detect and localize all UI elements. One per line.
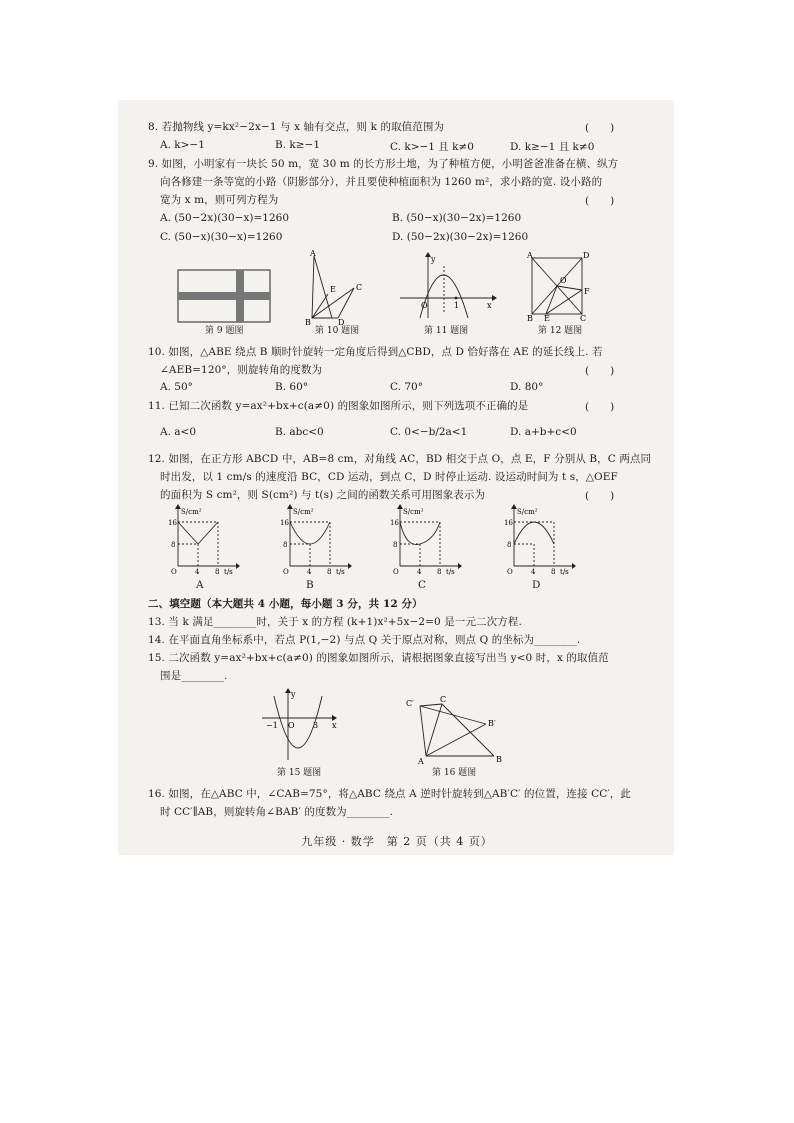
q9-line-2: 向各修建一条等宽的小路（阴影部分），并且要使种植面积为 1260 m²，求小路的宽. 设小路的 [160, 176, 603, 188]
q12a-tick-16: 16 [168, 519, 177, 527]
q12b-tick-8x: 8 [327, 568, 332, 576]
fig16-label-b-prime: B′ [488, 719, 496, 728]
q12b-tick-4: 4 [307, 568, 312, 576]
q8-option-d: D. k≥−1 且 k≠0 [510, 141, 595, 153]
figure-10-triangles [302, 248, 374, 326]
q16-line-2: 时 CC′∥AB，则旋转角∠BAB′ 的度数为________. [160, 806, 394, 818]
q9-option-c: C. (50−x)(30−x)=1260 [160, 231, 283, 243]
figure-16-caption: 第 16 题图 [432, 768, 477, 778]
fig10-label-a: A [310, 249, 316, 258]
q12-option-d: D [532, 579, 541, 591]
q12d-tick-8: 8 [507, 541, 512, 549]
q12c-ylabel: S/cm² [403, 508, 424, 516]
q12b-tick-16: 16 [280, 519, 289, 527]
q15-line-1: 15. 二次函数 y=ax²+bx+c(a≠0) 的图象如图所示，请根据图象直接写出当 y<0 时，x 的取值范 [148, 652, 609, 664]
q12c-origin: O [393, 568, 399, 576]
q12d-tick-8x: 8 [551, 568, 556, 576]
q12-graph-b [276, 504, 352, 576]
page-footer: 九年级 · 数学 第 2 页（共 4 页） [301, 835, 493, 848]
q12-line-3: 的面积为 S cm²，则 S(cm²) 与 t(s) 之间的函数关系可用图象表示为 [160, 489, 486, 501]
fig10-label-b: B [305, 318, 311, 326]
q12-bracket: ( ) [585, 490, 615, 502]
q16-line-1: 16. 如图，在△ABC 中，∠CAB=75°，将△ABC 绕点 A 逆时针旋转到△AB′C′ 的位置，连接 CC′，此 [148, 788, 632, 800]
section-fill-in-blank-title: 二、填空题（本大题共 4 小题，每小题 3 分，共 12 分） [148, 598, 423, 610]
q12a-tick-4: 4 [195, 568, 200, 576]
q12b-ylabel: S/cm² [293, 508, 314, 516]
q12c-tick-4: 4 [417, 568, 422, 576]
q10-option-c: C. 70° [390, 381, 423, 393]
q12a-tick-8: 8 [171, 541, 176, 549]
q12d-tick-16: 16 [504, 519, 513, 527]
fig12-label-d: D [583, 251, 590, 260]
q12a-xlabel: t/s [224, 568, 233, 576]
q9-bracket: ( ) [585, 195, 615, 207]
q11-bracket: ( ) [585, 401, 615, 413]
fig10-label-c: C [356, 283, 363, 292]
q12c-xlabel: t/s [446, 568, 455, 576]
q14-text: 14. 在平面直角坐标系中，若点 P(1,−2) 与点 Q 关于原点对称，则点 Q 的坐标为________. [148, 634, 581, 646]
q12-line-2: 时出发，以 1 cm/s 的速度沿 BC，CD 运动，到点 C，D 时停止运动. 设运动时间为 t s，△OEF [160, 471, 618, 483]
figure-15-parabola [260, 688, 340, 764]
fig16-label-c: C [440, 695, 447, 704]
q11-option-d: D. a+b+c<0 [510, 426, 577, 438]
fig15-label-y: y [291, 690, 296, 699]
q11-stem: 11. 已知二次函数 y=ax²+bx+c(a≠0) 的图象如图所示，则下列选项不正确的是 [148, 400, 529, 412]
fig12-label-e: E [544, 314, 550, 322]
q12c-tick-16: 16 [390, 519, 399, 527]
fig12-label-b: B [527, 314, 533, 322]
q12c-tick-8x: 8 [437, 568, 442, 576]
figure-15-caption: 第 15 题图 [277, 768, 322, 778]
q8-stem: 8. 若抛物线 y=kx²−2x−1 与 x 轴有交点，则 k 的取值范围为 [148, 121, 445, 133]
figure-16-rotated-triangles [402, 694, 510, 766]
fig12-label-o: O [560, 276, 567, 285]
q12c-tick-8: 8 [393, 541, 398, 549]
fig15-label-x: x [332, 721, 337, 730]
fig12-label-f: F [584, 287, 590, 296]
q8-option-a: A. k>−1 [160, 139, 205, 151]
q12-option-a: A [196, 579, 204, 591]
q12-option-c: C [418, 579, 427, 591]
q12b-xlabel: t/s [336, 568, 345, 576]
q10-option-b: B. 60° [275, 381, 309, 393]
q12b-origin: O [283, 568, 289, 576]
figure-12-square [524, 250, 596, 322]
q12-graph-d [500, 504, 576, 576]
q12d-tick-4: 4 [531, 568, 536, 576]
q9-line-3: 宽为 x m，则可列方程为 [160, 194, 279, 206]
q9-option-d: D. (50−2x)(30−2x)=1260 [392, 231, 529, 243]
q12-graph-a [164, 504, 240, 576]
q12-graph-c [386, 504, 462, 576]
q8-option-b: B. k≥−1 [275, 139, 321, 151]
fig10-label-d: D [338, 318, 345, 326]
q9-option-b: B. (50−x)(30−2x)=1260 [392, 212, 522, 224]
figure-11-parabola [398, 252, 498, 322]
q11-option-b: B. abc<0 [275, 426, 324, 438]
fig15-label-o: O [288, 721, 295, 730]
fig15-label-3: 3 [313, 721, 319, 730]
q12b-tick-8: 8 [283, 541, 288, 549]
q11-option-a: A. a<0 [160, 426, 196, 438]
fig16-label-a: A [418, 757, 424, 766]
q10-line-2: ∠AEB=120°，则旋转角的度数为 [160, 364, 323, 376]
q12-line-1: 12. 如图，在正方形 ABCD 中，AB=8 cm，对角线 AC，BD 相交于点 O，点 E，F 分别从 B，C 两点同 [148, 453, 652, 465]
q10-option-d: D. 80° [510, 381, 544, 393]
q12a-tick-8x: 8 [215, 568, 220, 576]
figure-11-caption: 第 11 题图 [424, 326, 469, 336]
figure-9-caption: 第 9 题图 [205, 326, 244, 336]
fig12-label-c: C [580, 314, 587, 322]
fig10-label-e: E [330, 285, 336, 294]
q8-option-c: C. k>−1 且 k≠0 [390, 141, 474, 153]
fig16-label-c-prime: C′ [406, 699, 414, 708]
fig11-label-y: y [431, 255, 436, 264]
fig11-label-o: O [421, 301, 428, 310]
fig11-label-x: x [487, 301, 492, 310]
figure-12-caption: 第 12 题图 [538, 326, 583, 336]
fig16-label-b: B [496, 755, 502, 764]
fig15-label-minus1: −1 [266, 721, 278, 730]
q12a-ylabel: S/cm² [181, 508, 202, 516]
q12-option-b: B [306, 579, 314, 591]
q13-text: 13. 当 k 满足________时，关于 x 的方程 (k+1)x²+5x−2=0 是一元二次方程. [148, 616, 522, 628]
q8-bracket: ( ) [585, 122, 615, 134]
q15-line-2: 围是________. [160, 670, 228, 682]
fig12-label-a: A [527, 251, 533, 260]
q9-line-1: 9. 如图，小明家有一块长 50 m，宽 30 m 的长方形土地，为了种植方便，小明爸爸准备在横、纵方 [148, 158, 619, 170]
figure-10-caption: 第 10 题图 [315, 326, 360, 336]
q12a-origin: O [171, 568, 177, 576]
q12d-origin: O [507, 568, 513, 576]
q12d-xlabel: t/s [560, 568, 569, 576]
q9-option-a: A. (50−2x)(30−x)=1260 [160, 212, 290, 224]
q10-line-1: 10. 如图，△ABE 绕点 B 顺时针旋转一定角度后得到△CBD，点 D 恰好落在 AE 的延长线上. 若 [148, 346, 603, 358]
fig11-label-1: 1 [454, 301, 460, 310]
q12d-ylabel: S/cm² [517, 508, 538, 516]
q10-option-a: A. 50° [160, 381, 193, 393]
q10-bracket: ( ) [585, 365, 615, 377]
q11-option-c: C. 0<−b/2a<1 [390, 426, 468, 438]
figure-9-field-diagram [176, 268, 272, 324]
